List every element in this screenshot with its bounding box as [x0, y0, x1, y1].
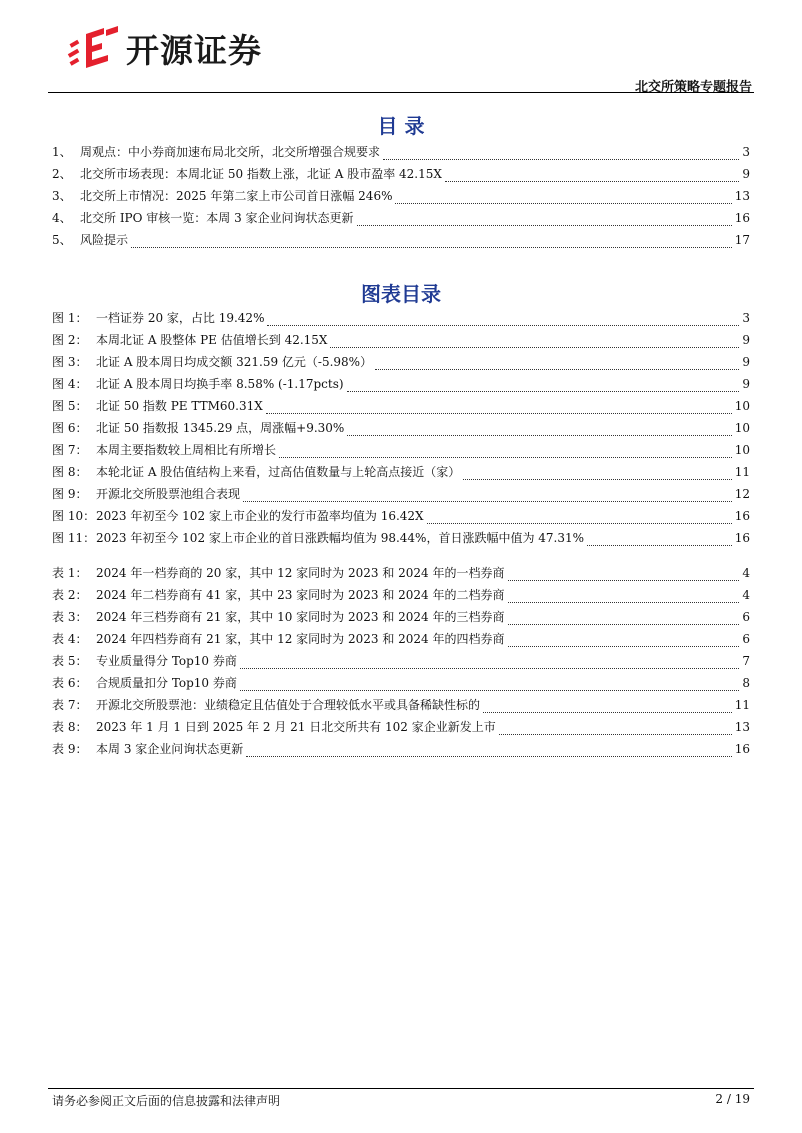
dot-leader [266, 403, 732, 414]
entry-number: 2、 [52, 167, 72, 181]
entry-title: 2024 年二档券商有 41 家，其中 23 家同时为 2023 和 2024 年的二档券商 [96, 588, 505, 602]
entry-page-number: 16 [734, 742, 750, 756]
entry-page-number: 3 [742, 145, 750, 159]
entry-title: 本周北证 A 股整体 PE 估值增长到 42.15X [96, 333, 328, 347]
entry-page-number: 16 [734, 509, 750, 523]
toc-entry[interactable] [52, 485, 750, 507]
entry-title: 开源北交所股票池组合表现 [96, 487, 241, 501]
entry-title: 2024 年四档券商有 21 家，其中 12 家同时为 2023 和 2024 年的四档券商 [96, 632, 505, 646]
toc-entry[interactable] [52, 696, 750, 718]
entry-title: 本周主要指数较上周相比有所增长 [96, 443, 277, 457]
entry-number: 3、 [52, 189, 72, 203]
entry-number: 图 7： [52, 443, 88, 457]
entry-page-number: 11 [734, 698, 750, 712]
entry-page-number: 13 [734, 189, 750, 203]
dot-leader [240, 658, 739, 669]
entry-title: 本轮北证 A 股估值结构上来看，过高估值数量与上轮高点接近（家） [96, 465, 461, 479]
toc-title: 目 录 [377, 114, 425, 138]
toc-entry[interactable] [52, 674, 750, 696]
entry-number: 表 5： [52, 654, 88, 668]
entry-title: 北证 A 股本周日均成交额 321.59 亿元（-5.98%） [96, 355, 373, 369]
entry-title: 开源北交所股票池：业绩稳定且估值处于合理较低水平或具备稀缺性标的 [96, 698, 481, 712]
dot-leader [508, 636, 740, 647]
toc-entry[interactable] [52, 463, 750, 485]
toc-entry[interactable] [52, 353, 750, 375]
entry-title: 北证 50 指数 PE TTM60.31X [96, 399, 263, 413]
dot-leader [246, 746, 731, 757]
toc-entry[interactable] [52, 375, 750, 397]
entry-page-number: 8 [742, 676, 750, 690]
entry-page-number: 13 [734, 720, 750, 734]
entry-number: 图 5： [52, 399, 88, 413]
dot-leader [508, 592, 740, 603]
entry-number: 图 8： [52, 465, 88, 479]
entry-number: 图 10： [52, 509, 96, 523]
dot-leader [508, 570, 740, 581]
entry-title: 北交所市场表现：本周北证 50 指数上涨，北证 A 股市盈率 42.15X [80, 167, 442, 181]
toc-entry[interactable] [52, 608, 750, 630]
entry-page-number: 10 [734, 421, 750, 435]
entry-number: 图 3： [52, 355, 88, 369]
brand-name: 开源证券 [126, 30, 262, 70]
entry-number: 图 11： [52, 531, 96, 545]
entry-number: 4、 [52, 211, 72, 225]
toc-entry[interactable] [52, 564, 750, 586]
entry-page-number: 6 [742, 632, 750, 646]
entry-number: 1、 [52, 145, 72, 159]
entry-title: 2023 年初至今 102 家上市企业的首日涨跌幅均值为 98.44%，首日涨跌幅中值为 47.31% [96, 531, 585, 545]
dot-leader [483, 702, 732, 713]
entry-page-number: 9 [742, 355, 750, 369]
entry-page-number: 9 [742, 333, 750, 347]
entry-title: 一档证券 20 家，占比 19.42% [96, 311, 265, 325]
entry-number: 图 9： [52, 487, 88, 501]
entry-number: 表 2： [52, 588, 88, 602]
dot-leader [279, 447, 732, 458]
toc-entry[interactable] [52, 586, 750, 608]
entry-title: 北交所上市情况：2025 年第二家上市公司首日涨幅 246% [80, 189, 393, 203]
dot-leader [445, 171, 739, 182]
entry-title: 2023 年 1 月 1 日到 2025 年 2 月 21 日北交所共有 102 家企业新发上市 [96, 720, 496, 734]
entry-number: 表 6： [52, 676, 88, 690]
toc-entry[interactable] [52, 209, 750, 231]
figures-list [52, 309, 750, 551]
entry-page-number: 6 [742, 610, 750, 624]
dot-leader [347, 381, 740, 392]
dot-leader [587, 535, 732, 546]
dot-leader [240, 680, 739, 691]
entry-number: 图 1： [52, 311, 88, 325]
entry-title: 北证 50 指数报 1345.29 点，周涨幅+9.30% [96, 421, 345, 435]
dot-leader [375, 359, 739, 370]
toc-entry[interactable] [52, 309, 750, 331]
entry-title: 北交所 IPO 审核一览：本周 3 家企业问询状态更新 [80, 211, 354, 225]
entry-number: 表 3： [52, 610, 88, 624]
toc-entry[interactable] [52, 630, 750, 652]
header-divider [48, 92, 754, 93]
entry-title: 北证 A 股本周日均换手率 8.58% (-1.17pcts) [96, 377, 344, 391]
entry-page-number: 7 [742, 654, 750, 668]
entry-number: 图 4： [52, 377, 88, 391]
toc-entry[interactable] [52, 507, 750, 529]
entry-page-number: 9 [742, 377, 750, 391]
entry-title: 本周 3 家企业问询状态更新 [96, 742, 244, 756]
entry-page-number: 3 [742, 311, 750, 325]
entry-page-number: 17 [734, 233, 750, 247]
entry-title: 风险提示 [80, 233, 129, 247]
entry-number: 图 6： [52, 421, 88, 435]
entry-number: 表 7： [52, 698, 88, 712]
dot-leader [383, 149, 739, 160]
dot-leader [267, 315, 739, 326]
entry-number: 图 2： [52, 333, 88, 347]
entry-page-number: 4 [742, 566, 750, 580]
page-number: 2 / 19 [715, 1092, 750, 1106]
entry-number: 表 8： [52, 720, 88, 734]
dot-leader [499, 724, 732, 735]
entry-number: 表 1： [52, 566, 88, 580]
toc-entry[interactable] [52, 331, 750, 353]
brand-logo [64, 24, 262, 72]
entry-page-number: 4 [742, 588, 750, 602]
toc-entry[interactable] [52, 187, 750, 209]
entry-title: 2024 年一档券商的 20 家，其中 12 家同时为 2023 和 2024 年的一档券商 [96, 566, 505, 580]
kaiyuan-logo-icon [64, 24, 122, 72]
toc-entry[interactable] [52, 529, 750, 551]
entry-page-number: 10 [734, 443, 750, 457]
entry-page-number: 16 [734, 211, 750, 225]
entry-title: 合规质量扣分 Top10 券商 [96, 676, 237, 690]
dot-leader [347, 425, 731, 436]
report-type-label: 北交所策略专题报告 [634, 80, 752, 95]
entry-number: 表 9： [52, 742, 88, 756]
entry-page-number: 12 [734, 487, 750, 501]
toc-entry[interactable] [52, 718, 750, 740]
entry-number: 表 4： [52, 632, 88, 646]
dot-leader [357, 215, 732, 226]
entry-title: 2024 年三档券商有 21 家，其中 10 家同时为 2023 和 2024 年的三档券商 [96, 610, 505, 624]
dot-leader [427, 513, 732, 524]
dot-leader [395, 193, 731, 204]
toc-entry[interactable] [52, 165, 750, 187]
entry-title: 2023 年初至今 102 家上市企业的发行市盈率均值为 16.42X [96, 509, 424, 523]
entry-title: 专业质量得分 Top10 券商 [96, 654, 237, 668]
dot-leader [508, 614, 740, 625]
toc-entry[interactable] [52, 419, 750, 441]
toc-entry[interactable] [52, 441, 750, 463]
footer-divider [48, 1088, 754, 1089]
toc-entry[interactable] [52, 231, 750, 253]
dot-leader [463, 469, 731, 480]
entry-page-number: 16 [734, 531, 750, 545]
tables-list [52, 564, 750, 762]
footer-disclaimer: 请务必参阅正文后面的信息披露和法律声明 [52, 1094, 281, 1108]
toc-entry[interactable] [52, 143, 750, 165]
toc-list [52, 143, 750, 253]
entry-page-number: 10 [734, 399, 750, 413]
figures-title: 图表目录 [361, 282, 441, 306]
entry-number: 5、 [52, 233, 72, 247]
toc-entry[interactable] [52, 397, 750, 419]
entry-page-number: 11 [734, 465, 750, 479]
dot-leader [131, 237, 732, 248]
dot-leader [330, 337, 739, 348]
toc-entry[interactable] [52, 740, 750, 762]
toc-entry[interactable] [52, 652, 750, 674]
entry-page-number: 9 [742, 167, 750, 181]
entry-title: 周观点：中小券商加速布局北交所，北交所增强合规要求 [80, 145, 381, 159]
dot-leader [243, 491, 732, 502]
